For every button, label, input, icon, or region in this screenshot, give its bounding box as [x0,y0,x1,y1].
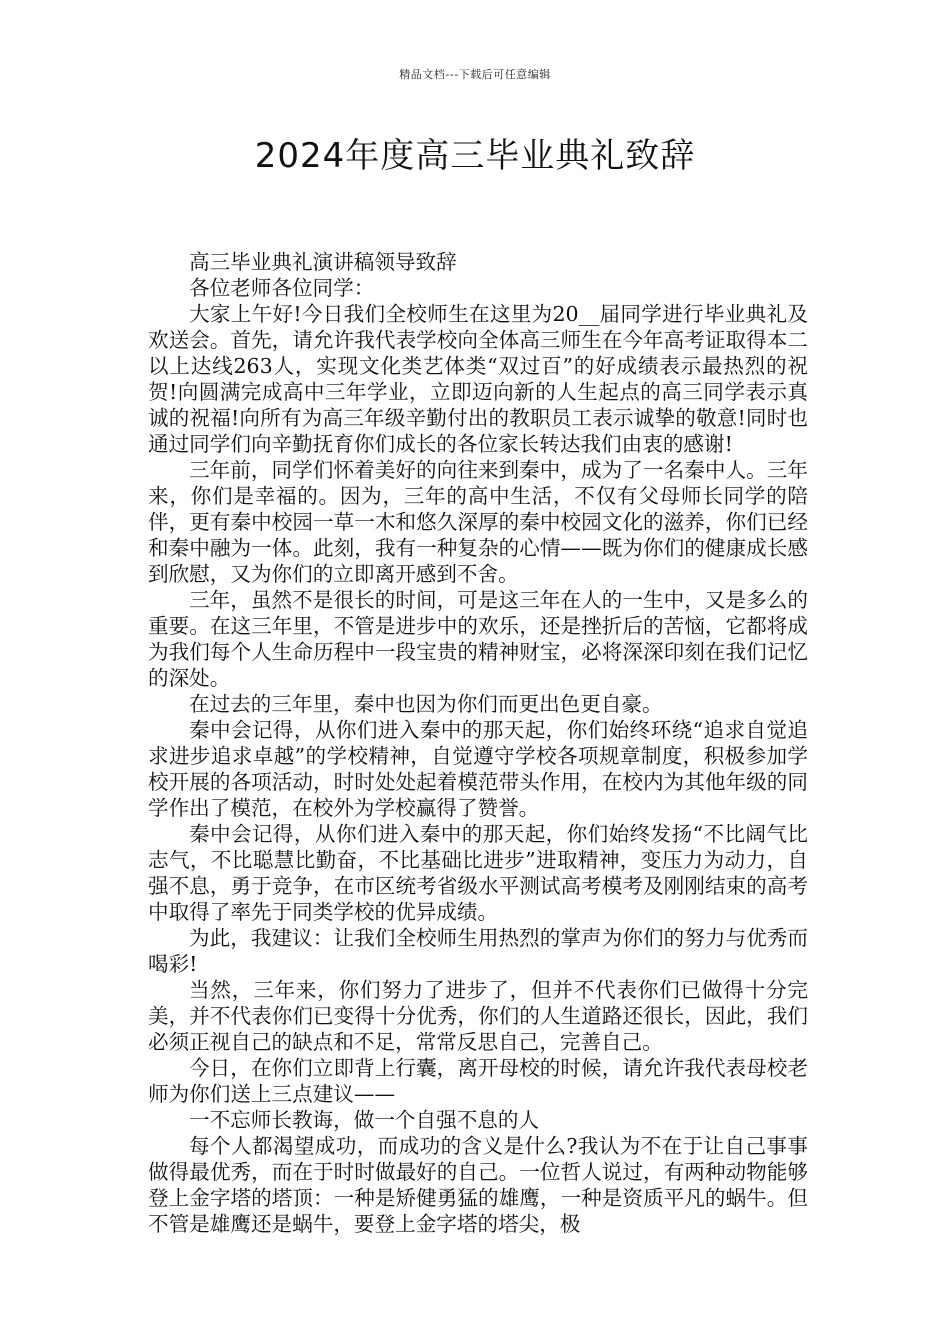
paragraph: 三年前，同学们怀着美好的向往来到秦中，成为了一名秦中人。三年来，你们是幸福的。因为，三年的高中生活，不仅有父母师长同学的陪伴，更有秦中校园一草一木和悠久深厚的秦中校园文化的滋养，你们已经和秦中融为一体。此刻，我有一种复杂的心情——既为你们的健康成长感到欣慰，又为你们的立即离开感到不舍。 [148,458,808,586]
paragraph: 在过去的三年里，秦中也因为你们而更出色更自豪。 [189,692,663,716]
paragraph-salutation: 各位老师各位同学： [189,276,375,300]
paragraph: 秦中会记得，从你们进入秦中的那天起，你们始终环绕“追求自觉追求进步追求卓越”的学校精神，自觉遵守学校各项规章制度，积极参加学校开展的各项活动，时时处处起着模范带头作用，在校内为其他年级的同学作出了模范，在校外为学校赢得了赞誉。 [148,718,808,820]
paragraph: 今日，在你们立即背上行囊，离开母校的时候，请允许我代表母校老师为你们送上三点建议—— [148,1056,808,1106]
paragraph-subtitle: 高三毕业典礼演讲稿领导致辞 [189,250,457,274]
paragraph: 秦中会记得，从你们进入秦中的那天起，你们始终发扬“不比阔气比志气，不比聪慧比勤奋，不比基础比进步”进取精神，变压力为动力，自强不息，勇于竞争，在市区统考省级水平测试高考模考及刚刚结束的高考中取得了率先于同类学校的优异成绩。 [148,822,808,924]
paragraph: 每个人都渴望成功，而成功的含义是什么?我认为不在于让自己事事做得最优秀，而在于时时做最好的自己。一位哲人说过，有两种动物能够登上金字塔的塔顶：一种是矫健勇猛的雄鹰，一种是资质平凡的蜗牛。但不管是雄鹰还是蜗牛，要登上金字塔的塔尖，极 [148,1134,808,1236]
paragraph: 三年，虽然不是很长的时间，可是这三年在人的一生中，又是多么的重要。在这三年里，不管是进步中的欢乐，还是挫折后的苦恼，它都将成为我们每个人生命历程中一段宝贵的精神财宝，必将深深印刻在我们记忆的深处。 [148,588,808,690]
document-title: 2024年度高三毕业典礼致辞 [254,136,696,176]
section-heading: 一不忘师长教诲，做一个自强不息的人 [189,1108,540,1132]
document-body [148,249,808,1237]
header-note: 精品文档---下载后可任意编辑 [399,68,551,81]
paragraph: 大家上午好!今日我们全校师生在这里为20__届同学进行毕业典礼及欢送会。首先，请允许我代表学校向全体高三师生在今年高考证取得本二以上达线263人，实现文化类艺体类“双过百”的好成绩表示最热烈的祝贺!向圆满完成高中三年学业，立即迈向新的人生起点的高三同学表示真诚的祝福!向所有为高三年级辛勤付出的教职员工表示诚挚的敬意!同时也通过同学们向辛勤抚育你们成长的各位家长转达我们由衷的感谢! [148,302,808,456]
paragraph: 当然，三年来，你们努力了进步了，但并不代表你们已做得十分完美，并不代表你们已变得十分优秀，你们的人生道路还很长，因此，我们必须正视自己的缺点和不足，常常反思自己，完善自己。 [148,978,808,1054]
paragraph: 为此，我建议：让我们全校师生用热烈的掌声为你们的努力与优秀而喝彩! [148,926,808,976]
